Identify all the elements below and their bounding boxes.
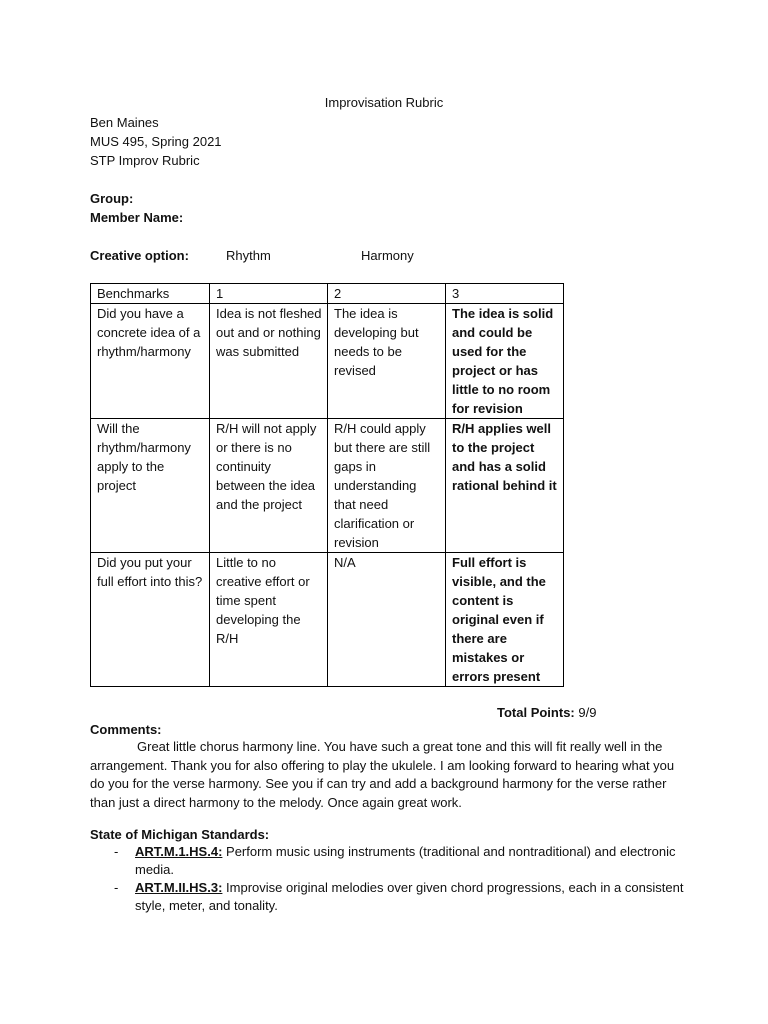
list-item	[90, 879, 690, 915]
benchmark-cell: Did you have a concrete idea of a rhythm/harmony	[91, 304, 210, 419]
standard-code: ART.M.II.HS.3:	[135, 880, 223, 895]
total-points-label: Total Points:	[497, 705, 575, 720]
table-header-row	[91, 284, 564, 304]
document-title: Improvisation Rubric	[324, 95, 444, 110]
student-name: Ben Maines	[90, 115, 159, 130]
standards-list	[90, 843, 690, 915]
rubric-name: STP Improv Rubric	[90, 153, 200, 168]
header-benchmarks: Benchmarks	[91, 284, 210, 304]
score-3-cell: The idea is solid and could be used for the project or has little to no room for revision	[446, 304, 564, 419]
score-2-cell: N/A	[328, 553, 446, 687]
comments-text: Great little chorus harmony line. You have such a great tone and this will fit really well in the arrangement. Thank you for also offering to play the ukulele. I am looking forward to hearing what you do you for the verse harmony. See you if can try and add a background harmony for the verse rather than just a direct harmony to the melody. Once again great work.	[90, 739, 675, 810]
score-1-cell: Idea is not fleshed out and or nothing was submitted	[210, 304, 328, 419]
header-score-3: 3	[446, 284, 564, 304]
list-bullet: -	[114, 844, 119, 859]
table-row	[91, 419, 564, 553]
comments-label: Comments:	[90, 722, 162, 737]
member-name-label: Member Name:	[90, 210, 184, 225]
score-3-cell: Full effort is visible, and the content is original even if there are mistakes or errors present	[446, 553, 564, 687]
group-label: Group:	[90, 191, 134, 206]
benchmark-cell: Will the rhythm/harmony apply to the project	[91, 419, 210, 553]
score-1-cell: Little to no creative effort or time spent developing the R/H	[210, 553, 328, 687]
standard-text: Improvise original melodies over given chord progressions, each in a consistent style, meter, and tonality.	[135, 880, 684, 913]
header-score-2: 2	[328, 284, 446, 304]
benchmark-cell: Did you put your full effort into this?	[91, 553, 210, 687]
header-score-1: 1	[210, 284, 328, 304]
table-row	[91, 553, 564, 687]
standard-text: Perform music using instruments (traditional and nontraditional) and electronic media.	[135, 844, 676, 877]
table-row	[91, 304, 564, 419]
score-2-cell: The idea is developing but needs to be revised	[328, 304, 446, 419]
score-3-cell: R/H applies well to the project and has a solid rational behind it	[446, 419, 564, 553]
list-item	[90, 843, 690, 879]
course-info: MUS 495, Spring 2021	[90, 134, 222, 149]
total-points-value: 9/9	[578, 705, 597, 720]
list-bullet: -	[114, 880, 119, 895]
standards-label: State of Michigan Standards:	[90, 827, 270, 842]
creative-option-label: Creative option:	[90, 248, 189, 263]
rubric-table	[90, 283, 564, 687]
option-rhythm: Rhythm	[226, 248, 271, 263]
option-harmony: Harmony	[361, 248, 414, 263]
score-1-cell: R/H will not apply or there is no continuity between the idea and the project	[210, 419, 328, 553]
score-2-cell: R/H could apply but there are still gaps in understanding that need clarification or revision	[328, 419, 446, 553]
standard-code: ART.M.1.HS.4:	[135, 844, 223, 859]
total-points	[497, 703, 596, 722]
